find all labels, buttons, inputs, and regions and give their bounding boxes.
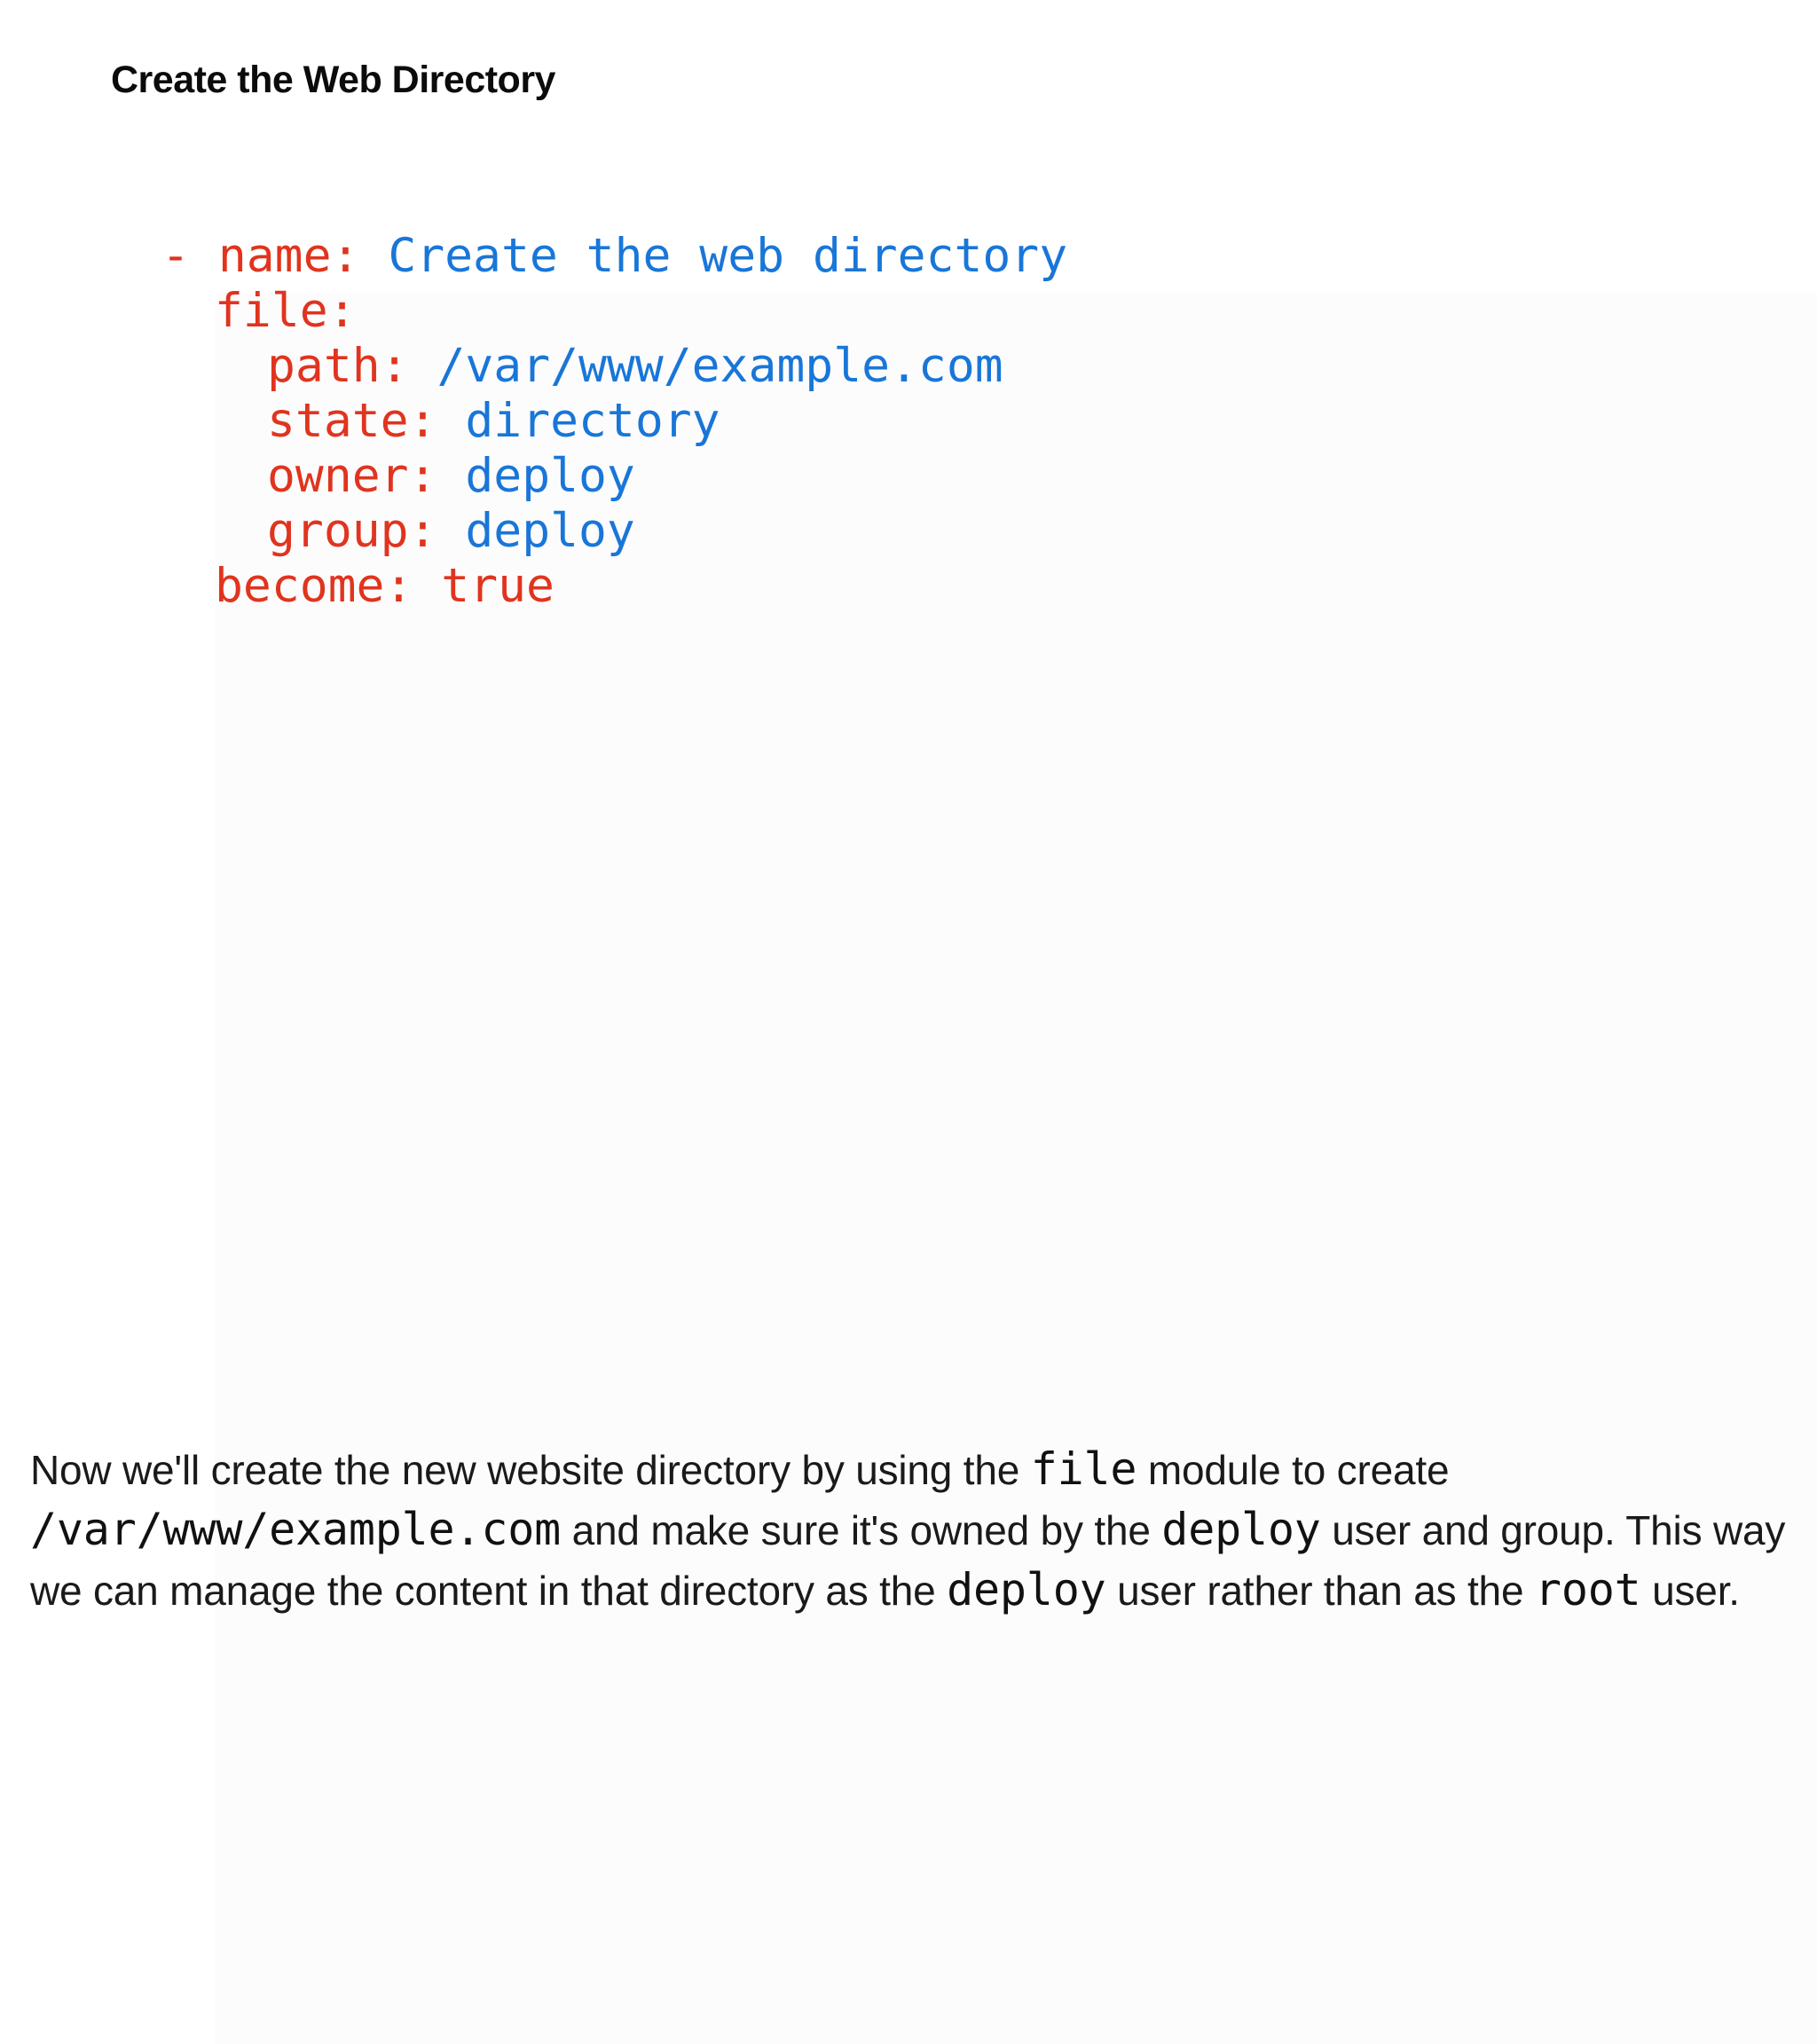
become-key: become: [215, 559, 413, 613]
code-line-become [215, 559, 555, 614]
inline-code-file: file [1030, 1443, 1137, 1495]
name-key: name: [217, 229, 360, 283]
description-text: user rather than as the [1105, 1568, 1535, 1614]
inline-code-deploy: deploy [1161, 1504, 1321, 1555]
path-value: /var/www/example.com [437, 339, 1003, 393]
code-line-path [267, 339, 1003, 394]
path-key: path: [267, 339, 409, 393]
description-text: module to create [1137, 1447, 1450, 1493]
inline-code-deploy: deploy [947, 1564, 1106, 1616]
name-value: Create the web directory [388, 229, 1068, 283]
owner-value: deploy [465, 449, 635, 503]
code-line-state [267, 394, 720, 449]
inline-code-root: root [1534, 1564, 1641, 1616]
code-line-owner [267, 449, 635, 504]
page-title: Create the Web Directory [111, 59, 555, 101]
group-value: deploy [465, 504, 635, 558]
description-text: and make sure it's owned by the [561, 1507, 1162, 1553]
description-text: user. [1640, 1568, 1740, 1614]
code-line-group [267, 504, 635, 559]
description-paragraph [30, 1440, 1796, 1621]
description-text: Now we'll create the new website directory by using the [30, 1447, 1031, 1493]
code-line-name [161, 229, 1067, 284]
become-value: true [441, 559, 555, 613]
list-dash: - [161, 229, 190, 283]
state-value: directory [465, 394, 720, 448]
file-key: file: [215, 284, 357, 338]
code-line-file [215, 284, 357, 339]
group-key: group: [267, 504, 437, 558]
state-key: state: [267, 394, 437, 448]
owner-key: owner: [267, 449, 437, 503]
inline-code-path: /var/www/example.com [30, 1504, 562, 1555]
description-text: user and group. This way we can manage the content in that directory as the [30, 1507, 1786, 1614]
